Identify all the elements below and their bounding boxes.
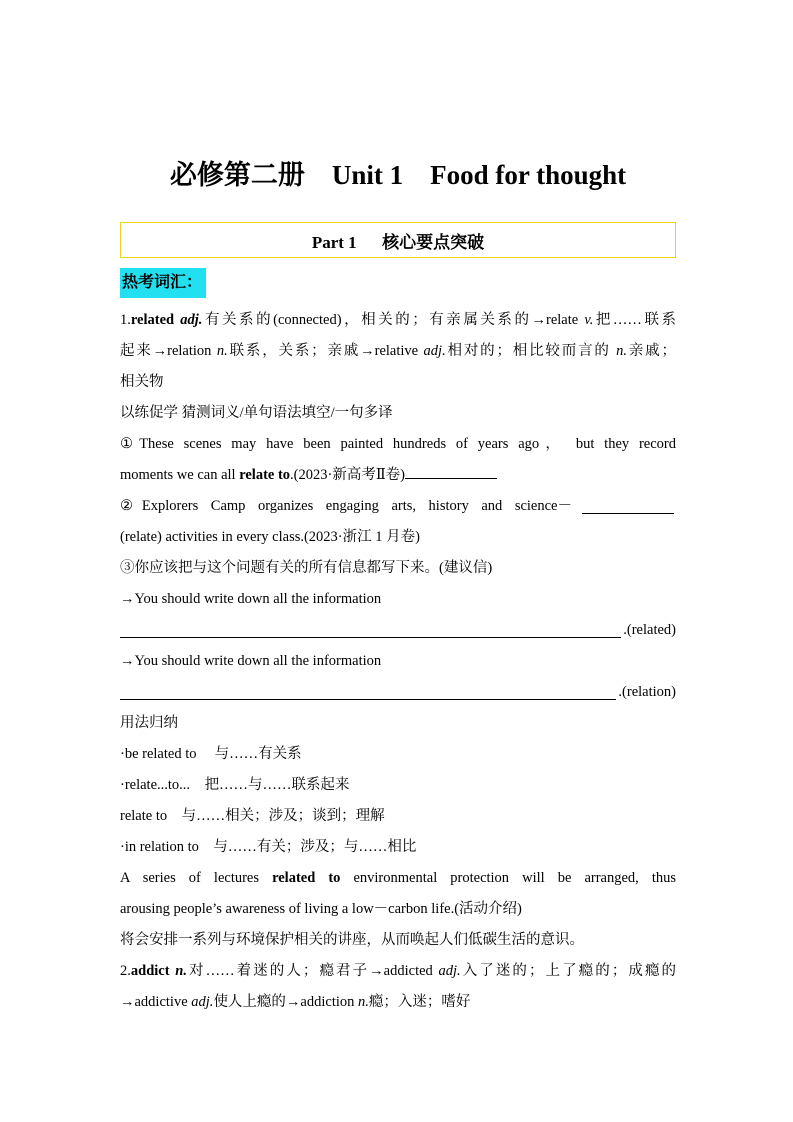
- q3-arrow1: →You should write down all the information: [120, 591, 382, 607]
- section-tag: 热考词汇：: [120, 268, 206, 298]
- answer-blank[interactable]: [120, 699, 616, 700]
- entry1-line3: 相关物: [120, 374, 164, 390]
- q2-line1: ②Explorers Camp organizes engaging arts, history and science－: [120, 491, 676, 522]
- usage-item: relate to 与……相关；涉及；谈到；理解: [120, 808, 385, 824]
- q2-line2: (relate) activities in every class.(2023·浙江 1 月卷): [120, 529, 420, 545]
- entry2-line2: →addictive adj.使人上瘾的→addiction n.瘾；入迷；嗜好: [120, 994, 471, 1010]
- entry2-line1: 2.addict n.对……着迷的人；瘾君子→addicted adj.入了迷的；上了瘾的；成瘾的: [120, 963, 677, 979]
- example-line2: arousing people’s awareness of living a low－carbon life.(活动介绍): [120, 901, 522, 917]
- answer-blank[interactable]: [582, 513, 674, 514]
- document-body: [120, 305, 676, 1018]
- practice-heading: 以练促学 猜测词义/单句语法填空/一句多译: [120, 405, 393, 421]
- usage-heading: 用法归纳: [120, 715, 178, 731]
- answer-blank[interactable]: [120, 637, 621, 638]
- example-line1: A series of lectures related to environmental protection will be arranged, thus: [120, 870, 677, 886]
- q3-fill2: .(relation): [120, 677, 676, 708]
- answer-blank[interactable]: [405, 477, 497, 479]
- q3-fill1: .(related): [120, 615, 676, 646]
- entry2-word: addict: [130, 963, 170, 979]
- q1-line1: ①These scenes may have been painted hundreds of years ago， but they record: [120, 436, 676, 452]
- page-title: 必修第二册 Unit 1 Food for thought: [169, 160, 627, 190]
- q1-line2: moments we can all relate to.(2023·新高考Ⅱ卷): [120, 460, 676, 491]
- q3-arrow2: →You should write down all the information: [120, 653, 382, 669]
- entry1-line1: 1.related adj.有关系的(connected)，相关的；有亲属关系的→relate v.把……联系: [120, 312, 677, 328]
- part-header: Part 1 核心要点突破: [311, 232, 485, 252]
- usage-item: ·relate...to... 把……与……联系起来: [120, 777, 350, 793]
- part-header-box: [120, 222, 676, 258]
- entry1-line2: 起来→relation n.联系，关系；亲戚→relative adj.相对的；相比较而言的 n.亲戚；: [120, 343, 677, 359]
- q3-line1: ③你应该把与这个问题有关的所有信息都写下来。(建议信): [120, 560, 493, 576]
- usage-item: ·be related to 与……有关系: [120, 746, 302, 762]
- entry1-word: related: [130, 312, 175, 328]
- example-translation: 将会安排一系列与环境保护相关的讲座，从而唤起人们低碳生活的意识。: [120, 932, 584, 948]
- usage-item: ·in relation to 与……有关；涉及；与……相比: [120, 839, 417, 855]
